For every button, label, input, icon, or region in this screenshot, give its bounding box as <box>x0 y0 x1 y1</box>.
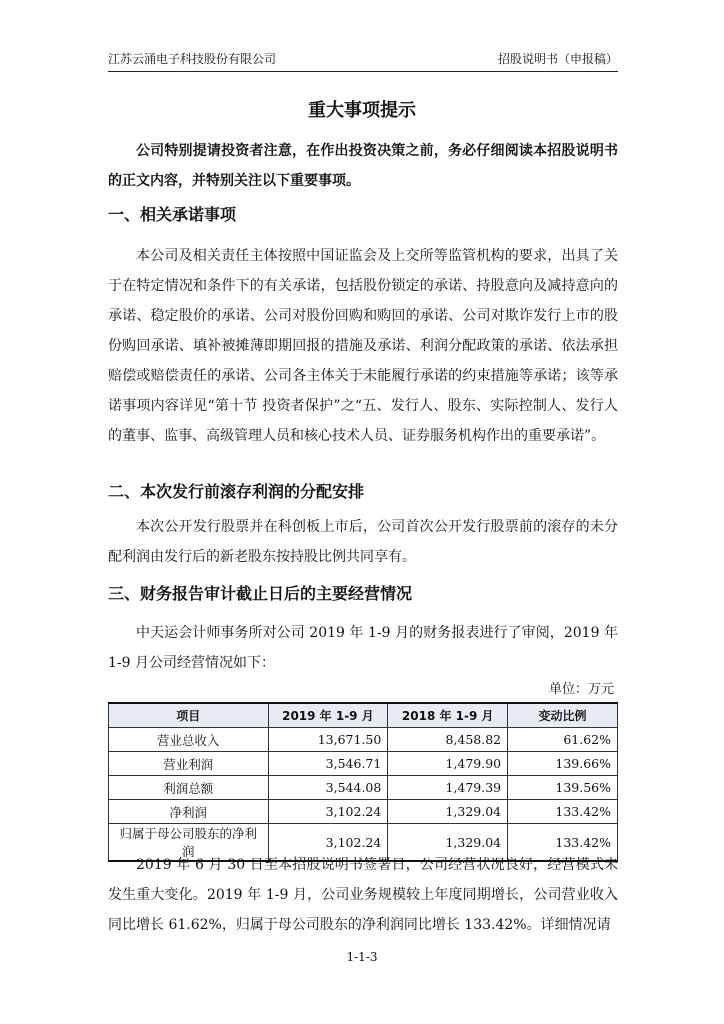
value-2019: 13,671.50 <box>268 728 388 752</box>
header-company: 江苏云涌电子科技股份有限公司 <box>108 52 277 66</box>
value-2019: 3,102.24 <box>268 824 388 862</box>
table-header-row <box>109 703 618 728</box>
change-ratio: 133.42% <box>508 824 618 862</box>
col-header-2019: 2019 年 1-9 月 <box>268 703 388 728</box>
header-doc-type: 招股说明书（申报稿） <box>497 52 618 66</box>
col-header-change: 变动比例 <box>508 703 618 728</box>
value-2018: 1,329.04 <box>388 800 508 824</box>
page-title: 重大事项提示 <box>308 100 416 121</box>
change-ratio: 139.56% <box>508 776 618 800</box>
col-header-item: 项目 <box>109 703 269 728</box>
value-2019: 3,102.24 <box>268 800 388 824</box>
page-header <box>108 50 618 68</box>
section-1-body: 本公司及相关责任主体按照中国证监会及上交所等监管机构的要求，出具了关于在特定情况和条件下的有关承诺，包括股份锁定的承诺、持股意向及减持意向的承诺、稳定股价的承诺、公司对股份回购和购回的承诺、公司对欺诈发行上市的股份购回承诺、填补被摊薄即期回报的措施及承诺、利润分配政策的承诺、依法承担赔偿或赔偿责任的承诺、公司各主体关于未能履行承诺的约束措施等承诺；该等承诺事项内容详见“第十节 投资者保护”之“五、发行人、股东、实际控制人、发行人的董事、监事、高级管理人员和核心技术人员、证券服务机构作出的重要承诺”。 <box>108 248 618 444</box>
table-row <box>109 800 618 824</box>
col-header-2018: 2018 年 1-9 月 <box>388 703 508 728</box>
table-row <box>109 728 618 752</box>
section-2-heading: 二、本次发行前滚存利润的分配安排 <box>108 482 365 501</box>
value-2018: 1,329.04 <box>388 824 508 862</box>
section-3-body: 中天运会计师事务所对公司 2019 年 1-9 月的财务报表进行了审阅，2019 年 1-9 月公司经营情况如下： <box>108 625 618 671</box>
row-label: 营业总收入 <box>109 728 269 752</box>
intro-paragraph: 公司特别提请投资者注意，在作出投资决策之前，务必仔细阅读本招股说明书的正文内容，并特别关注以下重要事项。 <box>108 143 618 189</box>
row-label: 营业利润 <box>109 752 269 776</box>
section-3-heading: 三、财务报告审计截止日后的主要经营情况 <box>108 584 413 603</box>
row-label: 归属于母公司股东的净利润 <box>109 824 269 862</box>
section-3-after-table: 2019 年 6 月 30 日至本招股说明书签署日，公司经营状况良好，经营模式未发生重大变化。2019 年 1-9 月，公司业务规模较上年度同期增长，公司营业收入同比增长 61.62%，归属于母公司股东的净利润同比增长 133.42%。详细情况请 <box>108 857 618 933</box>
table-row <box>109 752 618 776</box>
value-2019: 3,544.08 <box>268 776 388 800</box>
change-ratio: 133.42% <box>508 800 618 824</box>
value-2018: 1,479.90 <box>388 752 508 776</box>
page-number: 1-1-3 <box>346 950 378 964</box>
value-2018: 1,479.39 <box>388 776 508 800</box>
financial-table <box>108 702 618 862</box>
table-row <box>109 776 618 800</box>
header-divider <box>108 71 618 72</box>
table-unit: 单位：万元 <box>548 682 614 697</box>
change-ratio: 139.66% <box>508 752 618 776</box>
change-ratio: 61.62% <box>508 728 618 752</box>
row-label: 利润总额 <box>109 776 269 800</box>
row-label: 净利润 <box>109 800 269 824</box>
section-1-heading: 一、相关承诺事项 <box>108 205 237 224</box>
section-2-body: 本次公开发行股票并在科创板上市后，公司首次公开发行股票前的滚存的未分配利润由发行后的新老股东按持股比例共同享有。 <box>108 519 618 565</box>
value-2018: 8,458.82 <box>388 728 508 752</box>
value-2019: 3,546.71 <box>268 752 388 776</box>
